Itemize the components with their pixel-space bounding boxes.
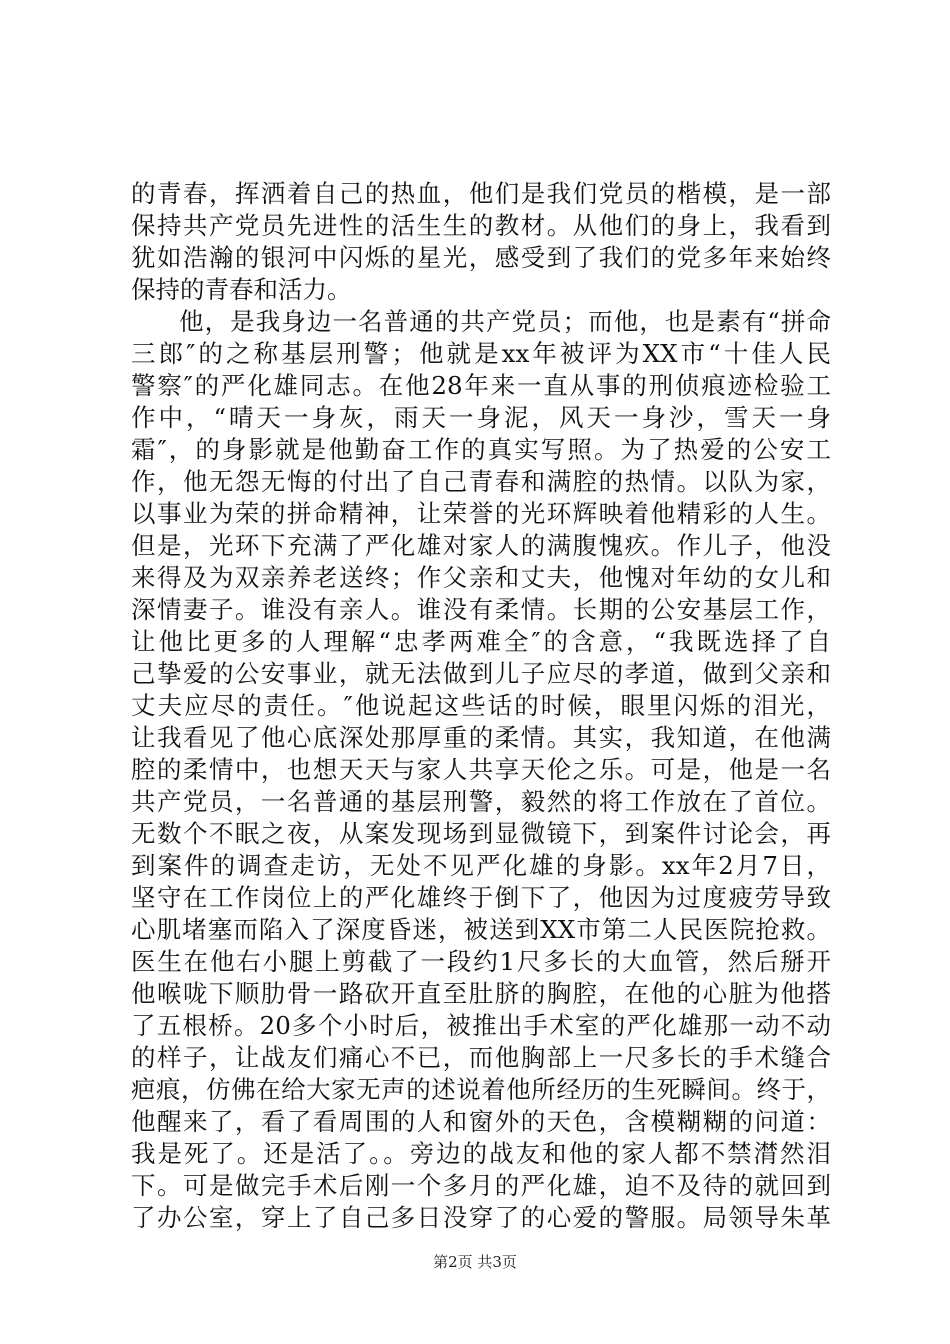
text-line: 疤痕，仿佛在给大家无声的述说着他所经历的生死瞬间。终于， xyxy=(131,1075,831,1104)
text-line: 了五根桥。20多个小时后，被推出手术室的严化雄那一动不动 xyxy=(131,1011,831,1040)
page-number-footer: 第2页 共3页 xyxy=(433,1253,517,1271)
text-line: 作中，“晴天一身灰，雨天一身泥，风天一身沙，雪天一身 xyxy=(131,403,831,432)
text-line: 我是死了。还是活了。。旁边的战友和他的家人都不禁潸然泪 xyxy=(131,1139,831,1168)
text-line: 到案件的调查走访，无处不见严化雄的身影。xx年2月7日， xyxy=(131,851,831,880)
text-line: 犹如浩瀚的银河中闪烁的星光，感受到了我们的党多年来始终 xyxy=(131,243,831,272)
text-line: 心肌堵塞而陷入了深度昏迷，被送到XX市第二人民医院抢救。 xyxy=(131,915,831,944)
text-line: 丈夫应尽的责任。″他说起这些话的时候，眼里闪烁的泪光， xyxy=(131,691,831,720)
text-line: 让我看见了他心底深处那厚重的柔情。其实，我知道，在他满 xyxy=(131,723,831,752)
text-line: 保持的青春和活力。 xyxy=(131,275,352,304)
text-line: 腔的柔情中，也想天天与家人共享天伦之乐。可是，他是一名 xyxy=(131,755,831,784)
text-line: 保持共产党员先进性的活生生的教材。从他们的身上，我看到 xyxy=(131,211,831,240)
text-line: 以事业为荣的拼命精神，让荣誉的光环辉映着他精彩的人生。 xyxy=(131,499,831,528)
text-line: 他醒来了，看了看周围的人和窗外的天色，含模糊糊的问道： xyxy=(131,1107,831,1136)
text-line: 医生在他右小腿上剪截了一段约1尺多长的大血管，然后掰开 xyxy=(131,947,831,976)
text-line: 霜″，的身影就是他勤奋工作的真实写照。为了热爱的公安工 xyxy=(131,435,831,464)
text-line: 让他比更多的人理解“忠孝两难全″的含意，“我既选择了自 xyxy=(131,627,831,656)
text-line: 下。可是做完手术后刚一个多月的严化雄，迫不及待的就回到 xyxy=(131,1171,831,1200)
text-line: 共产党员，一名普通的基层刑警，毅然的将工作放在了首位。 xyxy=(131,787,831,816)
text-line: 他，是我身边一名普通的共产党员；而他，也是素有“拼命 xyxy=(179,307,831,336)
text-line: 来得及为双亲养老送终；作父亲和丈夫，他愧对年幼的女儿和 xyxy=(131,563,831,592)
text-line: 作，他无怨无悔的付出了自己青春和满腔的热情。以队为家， xyxy=(131,467,831,496)
text-line: 但是，光环下充满了严化雄对家人的满腹愧疚。作儿子，他没 xyxy=(131,531,831,560)
text-line: 己挚爱的公安事业，就无法做到儿子应尽的孝道，做到父亲和 xyxy=(131,659,831,688)
text-line: 三郎″的之称基层刑警；他就是xx年被评为XX市“十佳人民 xyxy=(131,339,831,368)
text-line: 无数个不眠之夜，从案发现场到显微镜下，到案件讨论会，再 xyxy=(131,819,831,848)
text-line: 的样子，让战友们痛心不已，而他胸部上一尺多长的手术缝合 xyxy=(131,1043,831,1072)
text-line: 深情妻子。谁没有亲人。谁没有柔情。长期的公安基层工作， xyxy=(131,595,831,624)
text-line: 警察″的严化雄同志。在他28年来一直从事的刑侦痕迹检验工 xyxy=(131,371,831,400)
text-line: 他喉咙下顺肋骨一路砍开直至肚脐的胸腔，在他的心脏为他搭 xyxy=(131,979,831,1008)
text-line: 了办公室，穿上了自己多日没穿了的心爱的警服。局领导朱革 xyxy=(131,1203,831,1232)
text-line: 的青春，挥洒着自己的热血，他们是我们党员的楷模，是一部 xyxy=(131,179,831,208)
text-line: 坚守在工作岗位上的严化雄终于倒下了，他因为过度疲劳导致 xyxy=(131,883,831,912)
